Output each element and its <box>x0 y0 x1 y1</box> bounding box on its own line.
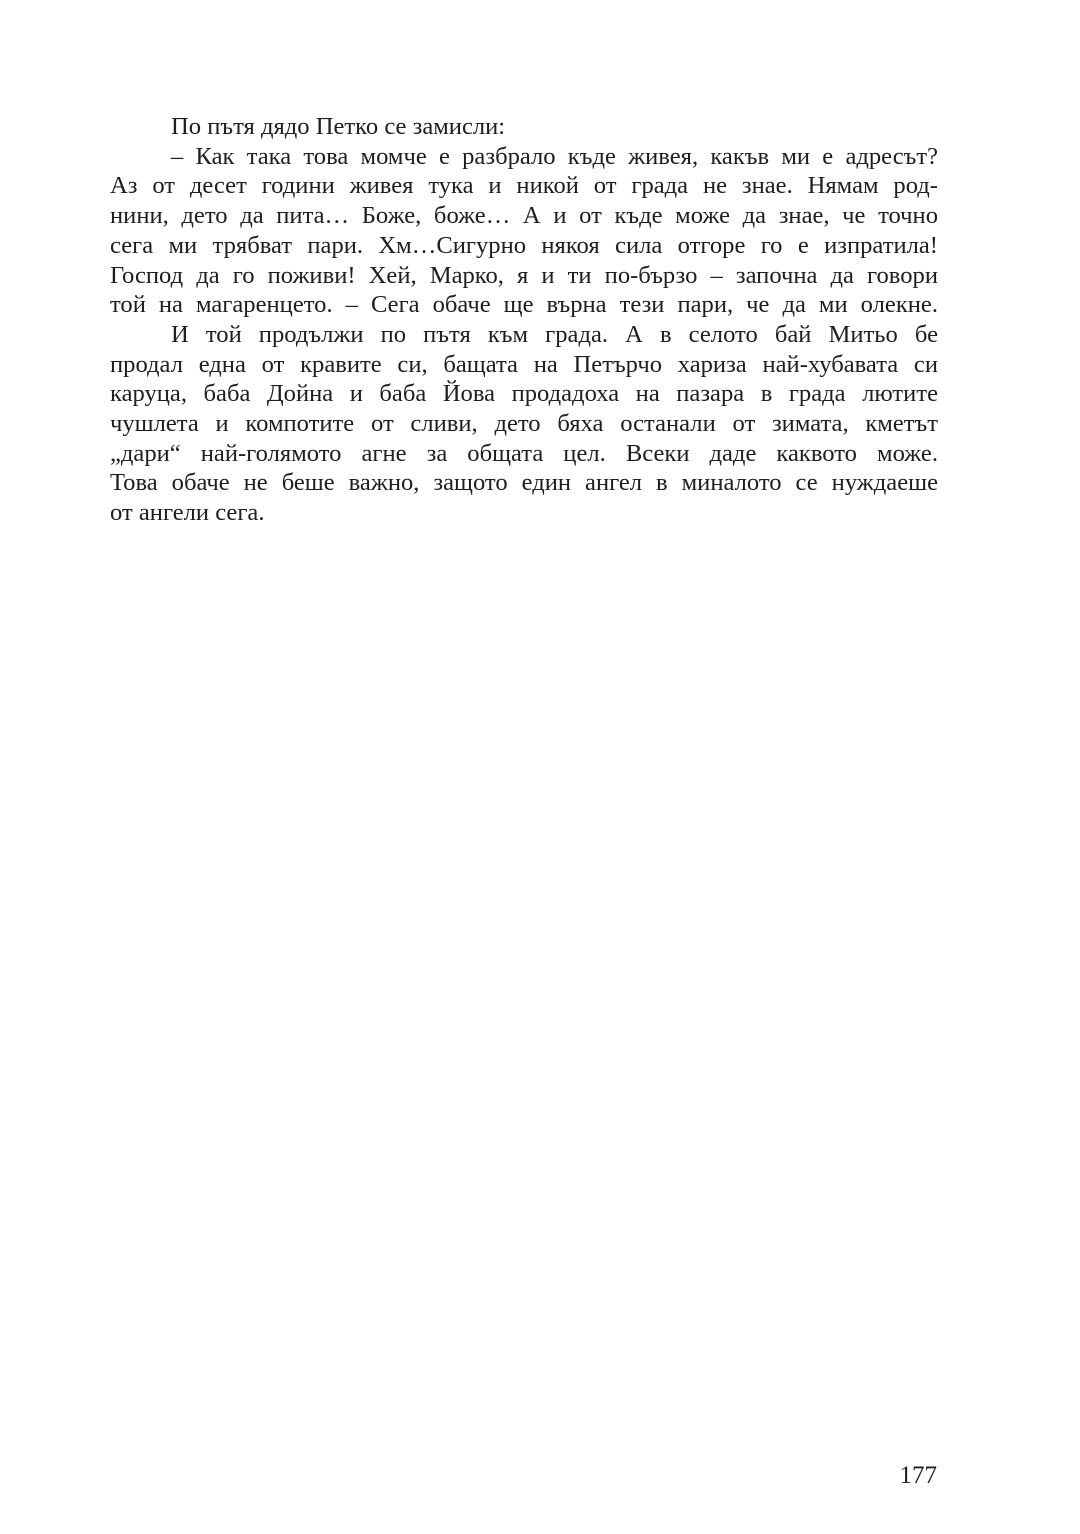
text-line: каруца, баба Дойна и баба Йова продадоха на пазара в града лютите <box>110 380 938 408</box>
text-line: По пътя дядо Петко се замисли: <box>171 113 506 140</box>
text-line: продал една от кравите си, бащата на Петърчо харизa най-хубавата си <box>110 350 938 378</box>
text-line: нини, дето да пита… Боже, боже… А и от къде може да знае, че точно <box>110 202 938 230</box>
text-line: от ангели сега. <box>110 499 265 527</box>
page-number: 177 <box>899 1462 937 1489</box>
text-line: Господ да го поживи! Хей, Марко, я и ти по-бързо – започна да говори <box>110 261 938 289</box>
text-line: „дари“ най-голямото агне за общата цел. Всеки даде каквото може. <box>110 439 938 467</box>
text-line: Аз от десет години живея тука и никой от града не знае. Нямам род- <box>110 172 938 200</box>
body-text <box>110 112 938 528</box>
text-line: – Как така това момче е разбрало къде живея, какъв ми е адресът? <box>171 142 938 170</box>
text-line: Това обаче не беше важно, защото един ангел в миналото се нуждаеше <box>110 469 938 497</box>
text-line: чушлета и компотите от сливи, дето бяха останали от зимата, кметът <box>110 410 938 438</box>
text-line: И той продължи по пътя към града. А в селото бай Митьо бе <box>171 320 938 348</box>
text-line: сега ми трябват пари. Хм…Сигурно някоя сила отгоре го е изпратила! <box>110 231 938 259</box>
text-line: той на магаренцето. – Сега обаче ще върна тези пари, че да ми олекне. <box>110 291 938 319</box>
